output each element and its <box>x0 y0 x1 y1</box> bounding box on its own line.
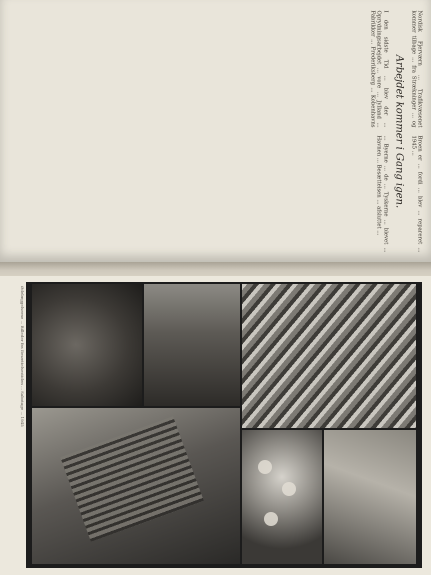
text-page <box>0 0 431 262</box>
photo-damaged-roof <box>32 408 240 564</box>
section-heading: Arbejdet kommer i Gang igen. <box>393 54 405 209</box>
person-head <box>258 460 272 474</box>
person-head <box>282 482 296 496</box>
margin-caption: Ødelæggelserne ... Billeder fra Besættelsestiden ... Sabotage ... 1945 <box>20 286 25 427</box>
photo-debris-scene <box>324 430 416 564</box>
column-text-2: I den sidste Tid ... blev der ... Oprydningsarbejdet ... vore ... Jylland ... Fabrikker ... Frederiksberg ... Kobenhavns ... Byerne ... de ... Tyskerne ... blevet ... Havnen ... Besættelsen ... afsluttet ... <box>369 10 389 253</box>
photo-group-helmet <box>242 430 322 564</box>
person-head <box>264 512 278 526</box>
image-page <box>0 276 431 575</box>
book-gutter <box>0 262 431 276</box>
photo-collapsed-building <box>242 284 416 428</box>
column-text-1: Nordisk Fjerværn ... Trafikvæsenet kommer tilbage ... fra Strækninger ... og Broen er ... fordi ... blev ... repareret ... 1945 ... <box>410 10 423 253</box>
photo-rubble-vehicle <box>32 284 142 406</box>
photo-collage <box>26 282 422 568</box>
rotated-text-block <box>0 1 431 263</box>
roof-structure <box>60 416 204 542</box>
text-columns <box>0 1 431 263</box>
photo-workers-street <box>144 284 240 406</box>
